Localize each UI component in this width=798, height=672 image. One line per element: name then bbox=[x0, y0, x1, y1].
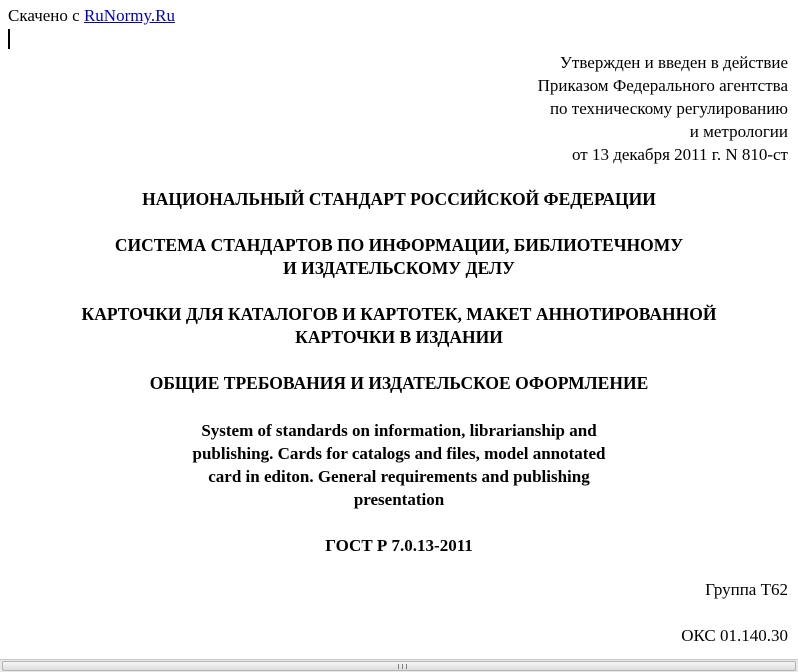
cards-title-line: КАРТОЧКИ В ИЗДАНИИ bbox=[295, 327, 503, 347]
english-title-line: System of standards on information, librarianship and bbox=[201, 421, 597, 440]
cards-title bbox=[0, 303, 798, 349]
system-title bbox=[0, 234, 798, 280]
oks-code: ОКС 01.140.30 bbox=[681, 626, 788, 645]
scrollbar-thumb[interactable] bbox=[2, 661, 796, 671]
english-title-line: publishing. Cards for catalogs and files, model annotated bbox=[192, 444, 606, 463]
grip-icon bbox=[398, 664, 407, 669]
text-cursor bbox=[8, 29, 10, 49]
approval-line: и метрологии bbox=[689, 122, 788, 141]
source-prefix: Скачено с bbox=[8, 6, 80, 25]
approval-line: Утвержден и введен в действие bbox=[559, 53, 788, 72]
cards-title-line: КАРТОЧКИ ДЛЯ КАТАЛОГОВ И КАРТОТЕК, МАКЕТ АННОТИРОВАННОЙ bbox=[81, 304, 717, 324]
national-standard-title bbox=[0, 188, 798, 211]
national-standard-title-line: НАЦИОНАЛЬНЫЙ СТАНДАРТ РОССИЙСКОЙ ФЕДЕРАЦИИ bbox=[142, 189, 656, 209]
approval-block bbox=[388, 51, 788, 166]
english-title-line: presentation bbox=[353, 490, 445, 509]
approval-line: от 13 декабря 2011 г. N 810-ст bbox=[571, 145, 788, 164]
system-title-line: И ИЗДАТЕЛЬСКОМУ ДЕЛУ bbox=[283, 258, 515, 278]
requirements-title bbox=[0, 372, 798, 395]
english-title bbox=[0, 419, 798, 511]
standard-designation bbox=[0, 534, 798, 557]
standard-designation-text: ГОСТ Р 7.0.13-2011 bbox=[325, 536, 473, 555]
horizontal-scrollbar[interactable] bbox=[0, 659, 798, 672]
approval-line: по техническому регулированию bbox=[549, 99, 788, 118]
approval-line: Приказом Федерального агентства bbox=[537, 76, 788, 95]
requirements-title-line: ОБЩИЕ ТРЕБОВАНИЯ И ИЗДАТЕЛЬСКОЕ ОФОРМЛЕНИЕ bbox=[149, 373, 649, 393]
source-link[interactable]: RuNormy.Ru bbox=[83, 6, 175, 25]
group-code: Группа Т62 bbox=[705, 580, 788, 599]
english-title-line: card in editon. General requirements and publishing bbox=[208, 467, 590, 486]
source-line bbox=[8, 6, 175, 26]
system-title-line: СИСТЕМА СТАНДАРТОВ ПО ИНФОРМАЦИИ, БИБЛИОТЕЧНОМУ bbox=[114, 235, 684, 255]
